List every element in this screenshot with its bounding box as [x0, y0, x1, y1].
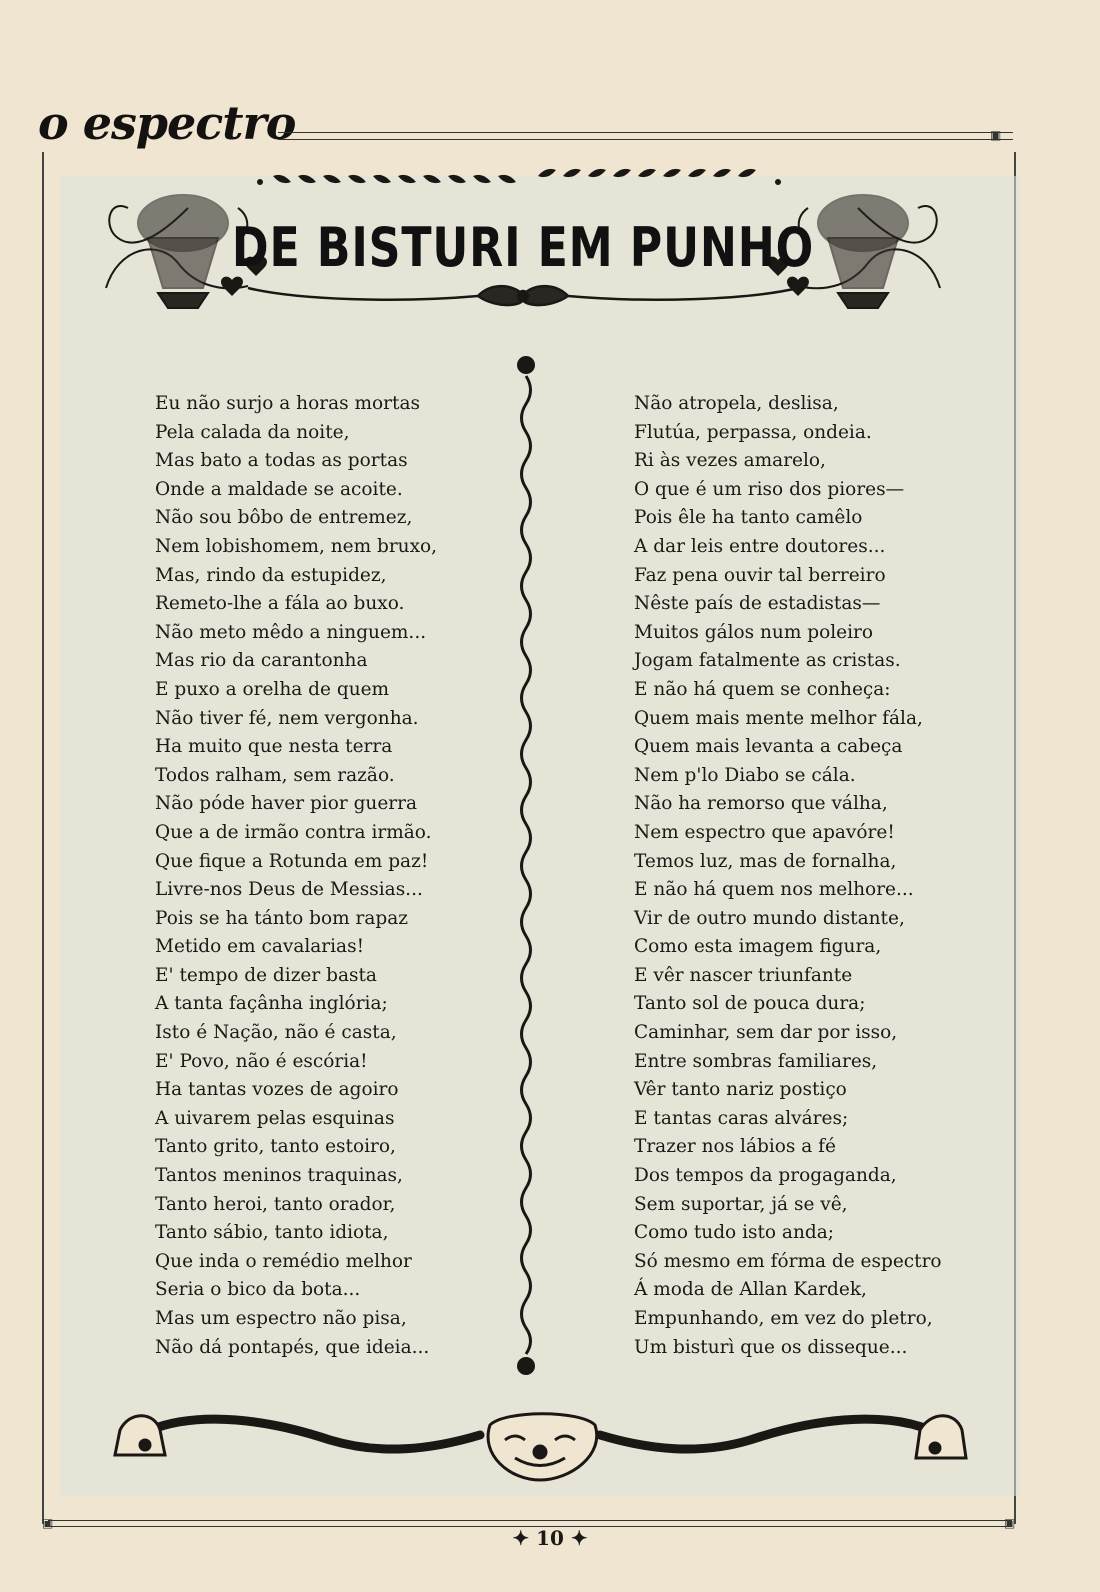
poem-line: E' tempo de dizer basta	[155, 964, 377, 986]
poem-line: Jogam fatalmente as cristas.	[634, 650, 901, 672]
poem-left-column	[155, 390, 437, 1362]
poem-line: E não há quem nos melhore...	[634, 879, 914, 901]
poem-line: Eu não surjo a horas mortas	[155, 393, 420, 414]
corner-ornament-icon: ▣	[1004, 1516, 1016, 1530]
poem-line: Seria o bico da bota...	[155, 1279, 361, 1301]
poem-line: A uivarem pelas esquinas	[155, 1107, 395, 1129]
bell-left-icon	[115, 1416, 165, 1455]
poem-line: Não meto mêdo a ninguem...	[155, 621, 427, 643]
poem-line: Não tiver fé, nem vergonha.	[155, 707, 419, 729]
poem-line: Tanto sol de pouca dura;	[634, 993, 866, 1015]
poem-line: Que inda o remédio melhor	[155, 1250, 412, 1272]
poem-line: Isto é Nação, não é casta,	[155, 1022, 397, 1044]
poem-line: Ha muito que nesta terra	[155, 736, 393, 758]
poem-line: E tantas caras alváres;	[634, 1107, 849, 1129]
poem-line: Flutúa, perpassa, ondeia.	[634, 421, 872, 443]
poem-line: Que a de irmão contra irmão.	[155, 821, 432, 843]
poem-line: Onde a maldade se acoite.	[155, 478, 403, 500]
poem-line: Um bisturì que os disseque...	[634, 1336, 908, 1358]
bottom-ornament	[110, 1400, 970, 1490]
poem-line: Ri às vezes amarelo,	[634, 450, 826, 472]
top-rule	[278, 132, 1013, 140]
poem-line: Sem suportar, já se vê,	[634, 1193, 848, 1215]
poem-line: Empunhando, em vez do pletro,	[634, 1308, 933, 1329]
poem-line: Entre sombras familiares,	[634, 1050, 878, 1072]
page-title: DE BISTURI EM PUNHO	[231, 216, 815, 279]
ribbon-bow-icon	[248, 286, 798, 305]
poem-line: Vir de outro mundo distante,	[634, 907, 905, 929]
poem-line: Ha tantas vozes de agoiro	[155, 1079, 399, 1101]
bell-right-icon	[916, 1416, 966, 1458]
poem-line: Muitos gálos num poleiro	[634, 621, 874, 643]
leaf-chain-icon	[257, 169, 781, 185]
poem-line: Pela calada da noite,	[155, 421, 350, 443]
poem-line: Não dá pontapés, que ideia...	[155, 1336, 430, 1358]
poem-line: Faz pena ouvir tal berreiro	[634, 564, 886, 586]
title-banner	[98, 168, 948, 330]
poem-line: Tanto grito, tanto estoiro,	[155, 1136, 396, 1158]
jester-mask-icon	[488, 1414, 597, 1480]
divider-dot-top-icon	[517, 356, 535, 374]
poem-line: E vêr nascer triunfante	[634, 964, 853, 986]
poem-line: Vêr tanto nariz postiço	[634, 1079, 847, 1101]
poem-line: A tanta façânha inglória;	[155, 993, 388, 1015]
poem-line: Mas bato a todas as portas	[155, 450, 408, 472]
poem-line: Só mesmo em fórma de espectro	[634, 1250, 942, 1272]
wavy-divider	[516, 356, 552, 1376]
poem-line: E' Povo, não é escória!	[155, 1050, 368, 1072]
masthead-logo: o espectro	[38, 96, 296, 150]
poem-line: Não ha remorso que válha,	[634, 793, 888, 815]
poem-line: Todos ralham, sem razão.	[155, 764, 395, 786]
poem-line: Temos luz, mas de fornalha,	[634, 850, 897, 872]
poem-line: Nêste país de estadistas—	[634, 593, 881, 615]
poem-line: Como tudo isto anda;	[634, 1222, 834, 1244]
poem-line: Nem lobishomem, nem bruxo,	[155, 535, 438, 557]
poem-line: Não póde haver pior guerra	[155, 793, 417, 815]
poem-line: Não sou bôbo de entremez,	[155, 507, 413, 529]
poem-line: Metido em cavalarias!	[155, 936, 365, 958]
poem-line: Nem p'lo Diabo se cála.	[634, 764, 856, 786]
poem-line: Livre-nos Deus de Messias...	[155, 879, 423, 901]
poem-line: Pois se ha tánto bom rapaz	[155, 907, 409, 929]
poem-line: Que fique a Rotunda em paz!	[155, 850, 429, 872]
divider-dot-bottom-icon	[517, 1357, 535, 1375]
divider-wave-icon	[522, 376, 531, 1354]
poem-line: O que é um riso dos piores—	[634, 478, 905, 500]
poem-line: E não há quem se conheça:	[634, 678, 891, 700]
poem-line: Quem mais levanta a cabeça	[634, 736, 903, 758]
poem-line: Dos tempos da progaganda,	[634, 1165, 897, 1187]
poem-line: Como esta imagem figura,	[634, 936, 882, 958]
poem-line: Mas um espectro não pisa,	[155, 1308, 407, 1329]
corner-ornament-icon: ▣	[42, 1516, 54, 1530]
page-number: ✦ 10 ✦	[512, 1526, 588, 1550]
poem-line: Não atropela, deslisa,	[634, 393, 839, 414]
poem-line: Caminhar, sem dar por isso,	[634, 1022, 898, 1044]
poem-line: Tanto heroi, tanto orador,	[155, 1193, 396, 1215]
poem-right-column	[634, 390, 942, 1362]
poem-line: Tanto sábio, tanto idiota,	[155, 1222, 389, 1244]
corner-ornament-icon: ▣	[990, 128, 1002, 142]
poem-line: Pois êle ha tanto camêlo	[634, 507, 863, 529]
poem-line: A dar leis entre doutores...	[634, 535, 886, 557]
poem-line: E puxo a orelha de quem	[155, 678, 390, 700]
poem-line: Mas rio da carantonha	[155, 650, 368, 672]
poem-line: Nem espectro que apavóre!	[634, 821, 895, 843]
poem-line: Quem mais mente melhor fála,	[634, 707, 923, 729]
poem-line: Tantos meninos traquinas,	[155, 1165, 403, 1187]
poem-line: Á moda de Allan Kardek,	[634, 1279, 867, 1301]
poem-line: Remeto-lhe a fála ao buxo.	[155, 593, 405, 615]
poem-line: Mas, rindo da estupidez,	[155, 564, 387, 586]
poem-line: Trazer nos lábios a fé	[634, 1136, 836, 1158]
